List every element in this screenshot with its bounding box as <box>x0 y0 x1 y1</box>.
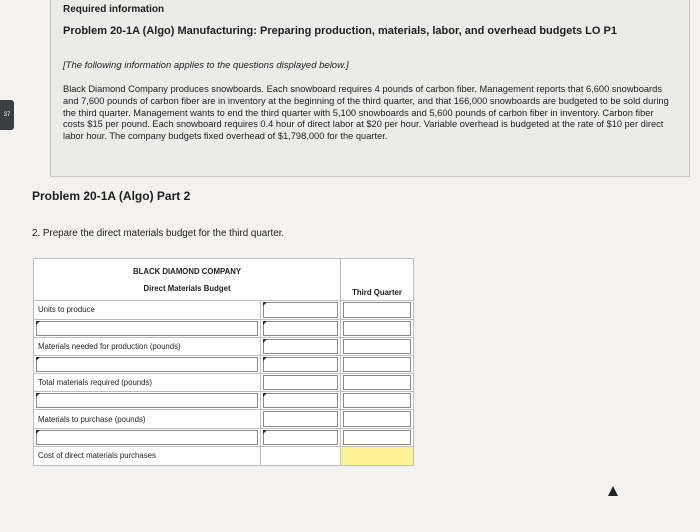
problem-title: Problem 20-1A (Algo) Manufacturing: Preparing production, materials, labor, and overhead budgets LO P1 <box>63 25 617 37</box>
question-text: 2. Prepare the direct materials budget for the third quarter. <box>32 228 285 239</box>
materials-to-purchase-amount[interactable] <box>341 410 414 428</box>
row-amount-input-2[interactable] <box>341 356 414 374</box>
row-label-materials-to-purchase: Materials to purchase (pounds) <box>34 410 261 428</box>
problem-description: Black Diamond Company produces snowboards. Each snowboard requires 4 pounds of carbon fiber. Management reports that 6,600 snowboards and 7,600 pounds of carbon fiber are in inventory at the beginning of the third quarter, and that 166,000 snowboards are budgeted to be sold during the third quarter. Management wants to end the third quarter with 5,100 snowboards and 5,600 pounds of carbon fiber in inventory. Carbon fiber costs $15 per pound. Each snowboard requires 0.4 hour of direct labor at $20 per hour. Variable overhead is budgeted at the rate of $10 per direct labor hour. The company budgets fixed overhead of $1,798,000 for the quarter. <box>63 84 669 142</box>
side-tab[interactable] <box>0 100 14 130</box>
required-info-heading: Required information <box>63 4 165 15</box>
materials-to-purchase-input[interactable] <box>261 410 341 428</box>
side-tab-label: 37 <box>3 112 11 118</box>
part-title: Problem 20-1A (Algo) Part 2 <box>32 189 191 203</box>
row-label-total-required: Total materials required (pounds) <box>34 374 261 392</box>
row-value-input-3[interactable] <box>261 392 341 410</box>
company-name: BLACK DIAMOND COMPANY <box>132 267 242 276</box>
row-value-input-4[interactable] <box>261 428 341 446</box>
materials-needed-amount[interactable] <box>341 337 414 355</box>
row-amount-input-1[interactable] <box>341 319 414 337</box>
row-label-materials-needed: Materials needed for production (pounds) <box>34 337 261 355</box>
row-value-input-2[interactable] <box>261 356 341 374</box>
row-label-input-1[interactable] <box>34 319 261 337</box>
budget-heading <box>34 259 341 301</box>
row-label-cost-of-purchases: Cost of direct materials purchases <box>34 446 261 465</box>
row-value-input-1[interactable] <box>261 319 341 337</box>
row-label-input-2[interactable] <box>34 356 261 374</box>
direct-materials-budget-table <box>33 258 414 466</box>
row-label-input-4[interactable] <box>34 428 261 446</box>
cost-of-purchases-answer[interactable] <box>341 446 414 465</box>
column-header-third-quarter: Third Quarter <box>341 259 414 301</box>
row-amount-input-3[interactable] <box>341 392 414 410</box>
units-to-produce-input[interactable] <box>261 300 341 319</box>
budget-subtitle: Direct Materials Budget <box>143 284 231 293</box>
applies-note: [The following information applies to the questions displayed below.] <box>63 60 349 71</box>
cost-of-purchases-spacer <box>261 446 341 465</box>
pointer-arrow-icon <box>608 486 618 496</box>
row-amount-input-4[interactable] <box>341 428 414 446</box>
units-to-produce-amount[interactable] <box>341 300 414 319</box>
row-label-units-to-produce: Units to produce <box>34 300 261 319</box>
required-information-panel <box>50 0 690 177</box>
materials-needed-input[interactable] <box>261 337 341 355</box>
total-required-amount[interactable] <box>341 374 414 392</box>
total-required-input[interactable] <box>261 374 341 392</box>
row-label-input-3[interactable] <box>34 392 261 410</box>
